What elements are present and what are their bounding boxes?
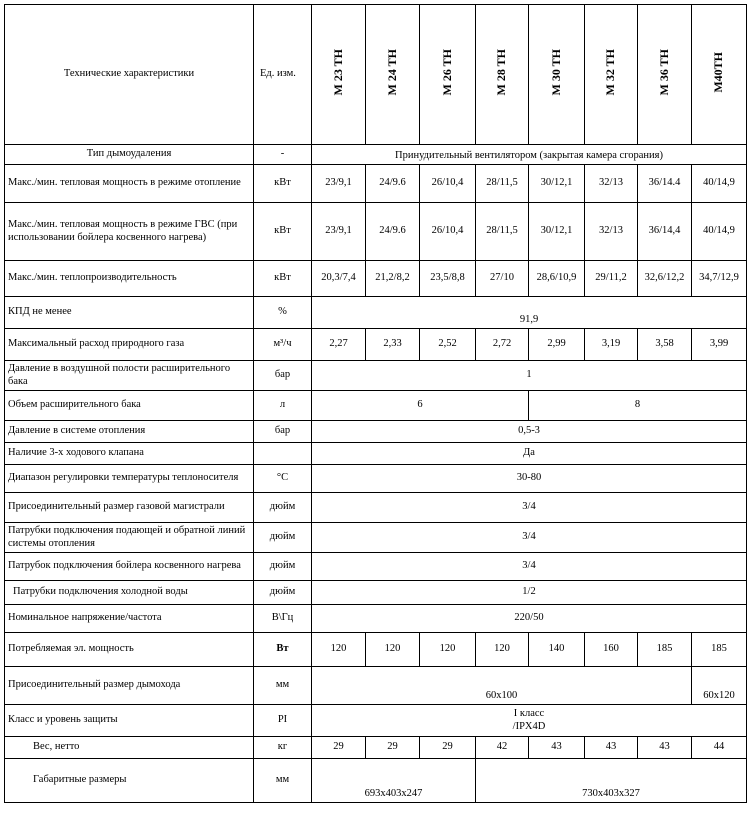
cell: 30/12,1	[529, 203, 585, 261]
cell: 2,52	[420, 329, 476, 361]
row-label: Патрубок подключения бойлера косвенного нагрева	[5, 553, 254, 581]
table-row	[5, 667, 747, 705]
row-unit: кВт	[254, 203, 312, 261]
row-value: 30-80	[312, 465, 747, 493]
cell: 27/10	[476, 261, 529, 297]
table-row	[5, 329, 747, 361]
table-row	[5, 633, 747, 667]
table-row	[5, 421, 747, 443]
row-unit: мм	[254, 667, 312, 705]
cell: 30/12,1	[529, 165, 585, 203]
model-header: M 32 TH	[585, 5, 638, 145]
model-header: M 28 TH	[476, 5, 529, 145]
row-label: Давление в системе отопления	[5, 421, 254, 443]
cell: 2,27	[312, 329, 366, 361]
cell: 21,2/8,2	[366, 261, 420, 297]
cell: 3,58	[638, 329, 692, 361]
row-value: 60x100	[312, 667, 692, 705]
row-label: Диапазон регулировки температуры теплоносителя	[5, 465, 254, 493]
table-row	[5, 443, 747, 465]
cell: 160	[585, 633, 638, 667]
row-value: 693x403x247	[312, 759, 476, 803]
model-header: M 26 TH	[420, 5, 476, 145]
cell: 43	[529, 737, 585, 759]
cell: 185	[692, 633, 747, 667]
table-row	[5, 391, 747, 421]
row-value: 730x403x327	[476, 759, 747, 803]
row-label: Вес, нетто	[5, 737, 254, 759]
cell: 28,6/10,9	[529, 261, 585, 297]
cell: 24/9.6	[366, 165, 420, 203]
row-label: Патрубки подключения холодной воды	[5, 581, 254, 605]
model-header: M 23 TH	[312, 5, 366, 145]
row-value: Да	[312, 443, 747, 465]
table-row	[5, 759, 747, 803]
cell: 32/13	[585, 165, 638, 203]
cell: 23,5/8,8	[420, 261, 476, 297]
cell: 34,7/12,9	[692, 261, 747, 297]
row-label: Макс./мин. тепловая мощность в режиме отопление	[5, 165, 254, 203]
table-row	[5, 145, 747, 165]
cell: 43	[638, 737, 692, 759]
row-value: 3/4	[312, 553, 747, 581]
row-unit: дюйм	[254, 581, 312, 605]
cell: 29	[366, 737, 420, 759]
row-unit: В\Гц	[254, 605, 312, 633]
cell: 42	[476, 737, 529, 759]
row-label: Макс./мин. теплопроизводительность	[5, 261, 254, 297]
cell: 29/11,2	[585, 261, 638, 297]
table-row	[5, 581, 747, 605]
spec-table	[4, 4, 747, 803]
row-unit: мм	[254, 759, 312, 803]
cell: 140	[529, 633, 585, 667]
row-value: 1	[312, 361, 747, 391]
row-value: 6	[312, 391, 529, 421]
row-unit: л	[254, 391, 312, 421]
row-unit: кВт	[254, 261, 312, 297]
spec-header: Технические характеристики	[5, 5, 254, 145]
table-row	[5, 203, 747, 261]
table-row	[5, 493, 747, 523]
row-unit: бар	[254, 421, 312, 443]
cell: 28/11,5	[476, 165, 529, 203]
row-label: Тип дымоудаления	[5, 145, 254, 165]
row-label: Присоединительный размер газовой магистрали	[5, 493, 254, 523]
cell: 3,19	[585, 329, 638, 361]
cell: 23/9,1	[312, 165, 366, 203]
table-row	[5, 737, 747, 759]
cell: 23/9,1	[312, 203, 366, 261]
table-row	[5, 553, 747, 581]
table-row	[5, 465, 747, 493]
unit-header: Ед. изм.	[254, 5, 312, 145]
table-row	[5, 297, 747, 329]
cell: 29	[420, 737, 476, 759]
table-row	[5, 361, 747, 391]
row-label: Макс./мин. тепловая мощность в режиме ГВС (при использовании бойлера косвенного нагрева)	[5, 203, 254, 261]
cell: 2,99	[529, 329, 585, 361]
row-unit: °C	[254, 465, 312, 493]
row-unit: кВт	[254, 165, 312, 203]
cell: 120	[420, 633, 476, 667]
row-unit: Вт	[254, 633, 312, 667]
row-value: 1/2	[312, 581, 747, 605]
cell: 185	[638, 633, 692, 667]
row-unit: PI	[254, 705, 312, 737]
cell: 3,99	[692, 329, 747, 361]
cell: 20,3/7,4	[312, 261, 366, 297]
table-row	[5, 605, 747, 633]
cell: 43	[585, 737, 638, 759]
row-unit: дюйм	[254, 553, 312, 581]
row-label: Класс и уровень защиты	[5, 705, 254, 737]
row-unit: бар	[254, 361, 312, 391]
cell: 36/14,4	[638, 203, 692, 261]
table-row	[5, 261, 747, 297]
row-label: Номинальное напряжение/частота	[5, 605, 254, 633]
row-unit: дюйм	[254, 523, 312, 553]
table-row	[5, 165, 747, 203]
row-label: Присоединительный размер дымохода	[5, 667, 254, 705]
cell: 36/14.4	[638, 165, 692, 203]
table-row	[5, 523, 747, 553]
row-value: 91,9	[312, 297, 747, 329]
row-unit: дюйм	[254, 493, 312, 523]
model-header: M 24 TH	[366, 5, 420, 145]
cell: 2,33	[366, 329, 420, 361]
cell: 40/14,9	[692, 165, 747, 203]
cell: 120	[312, 633, 366, 667]
cell: 44	[692, 737, 747, 759]
cell: 40/14,9	[692, 203, 747, 261]
row-label: КПД не менее	[5, 297, 254, 329]
row-value: 60x120	[692, 667, 747, 705]
row-value: 3/4	[312, 493, 747, 523]
row-label: Объем расширительного бака	[5, 391, 254, 421]
row-label: Наличие 3-х ходового клапана	[5, 443, 254, 465]
cell: 120	[476, 633, 529, 667]
cell: 29	[312, 737, 366, 759]
model-header: M40TH	[692, 5, 747, 145]
row-unit: -	[254, 145, 312, 165]
cell: 2,72	[476, 329, 529, 361]
row-label: Максимальный расход природного газа	[5, 329, 254, 361]
cell: 26/10,4	[420, 203, 476, 261]
row-label: Давление в воздушной полости расширительного бака	[5, 361, 254, 391]
row-value: 3/4	[312, 523, 747, 553]
row-unit: кг	[254, 737, 312, 759]
cell: 32/13	[585, 203, 638, 261]
row-value: 8	[529, 391, 747, 421]
cell: 120	[366, 633, 420, 667]
row-value: 220/50	[312, 605, 747, 633]
row-label: Габаритные размеры	[5, 759, 254, 803]
cell: 24/9.6	[366, 203, 420, 261]
row-value: 0,5-3	[312, 421, 747, 443]
row-value: Принудительный вентилятором (закрытая камера сгорания)	[312, 145, 747, 165]
model-header: M 30 TH	[529, 5, 585, 145]
row-unit: м³/ч	[254, 329, 312, 361]
cell: 28/11,5	[476, 203, 529, 261]
row-label: Патрубки подключения подающей и обратной линий системы отопления	[5, 523, 254, 553]
row-unit: %	[254, 297, 312, 329]
row-label: Потребляемая эл. мощность	[5, 633, 254, 667]
cell: 32,6/12,2	[638, 261, 692, 297]
cell: 26/10,4	[420, 165, 476, 203]
model-header: M 36 TH	[638, 5, 692, 145]
row-unit	[254, 443, 312, 465]
header-row	[5, 5, 747, 145]
table-row	[5, 705, 747, 737]
row-value: I класс /IPX4D	[312, 705, 747, 737]
